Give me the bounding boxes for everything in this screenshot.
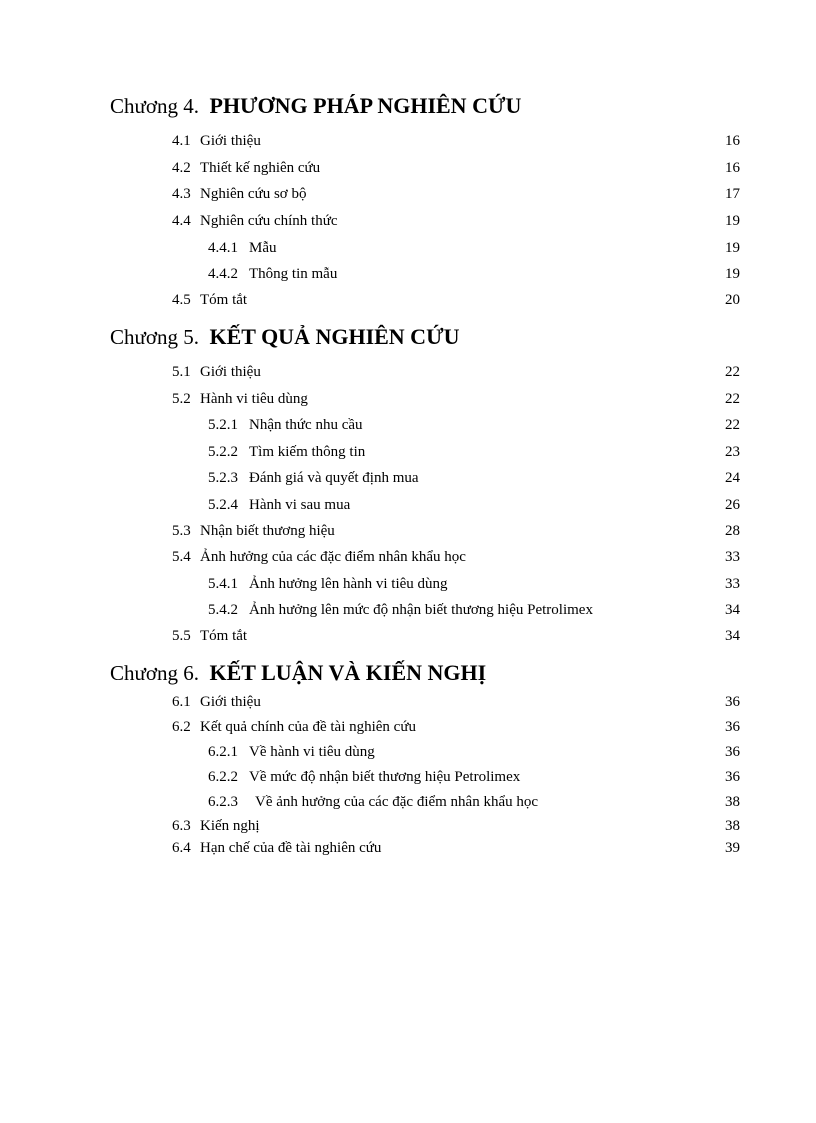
entry-page: 17 [725,186,740,202]
entry-page: 22 [725,417,740,433]
chapter-prefix: Chương 6. [110,661,199,685]
entry-label: Ảnh hưởng lên mức độ nhận biết thương hiệu Petrolimex [249,602,593,618]
entry-label: Ảnh hưởng lên hành vi tiêu dùng [249,576,448,592]
entry-number: 5.5 [172,628,191,644]
entry-number: 5.2.2 [208,444,238,460]
entry-number: 6.2.2 [208,769,238,785]
entry-number: 5.2.4 [208,497,238,513]
entry-number: 5.2.1 [208,417,238,433]
entry-page: 16 [725,160,740,176]
entry-page: 16 [725,133,740,149]
entry-page: 34 [725,628,740,644]
entry-number: 6.1 [172,694,191,710]
chapter-title: PHƯƠNG PHÁP NGHIÊN CỨU [209,93,522,118]
entry-number: 6.2.1 [208,744,238,760]
entry-page: 39 [725,840,740,856]
chapter-prefix: Chương 5. [110,325,199,349]
entry-label: Nghiên cứu chính thức [200,213,338,229]
entry-number: 4.4.1 [208,240,238,256]
entry-page: 33 [725,549,740,565]
entry-page: 33 [725,576,740,592]
entry-label: Nghiên cứu sơ bộ [200,186,307,202]
entry-number: 6.4 [172,840,191,856]
entry-number: 4.1 [172,133,191,149]
chapter-title: KẾT LUẬN VÀ KIẾN NGHỊ [209,660,487,685]
entry-number: 5.1 [172,364,191,380]
entry-page: 19 [725,213,740,229]
entry-page: 38 [725,818,740,834]
entry-page: 26 [725,497,740,513]
entry-number: 4.5 [172,292,191,308]
entry-number: 5.4.1 [208,576,238,592]
entry-page: 19 [725,266,740,282]
chapter-title: KẾT QUẢ NGHIÊN CỨU [209,324,460,349]
entry-label: Về ảnh hưởng của các đặc điểm nhân khẩu học [255,794,539,810]
entry-label: Đánh giá và quyết định mua [249,470,419,486]
entry-number: 4.2 [172,160,191,176]
entry-page: 36 [725,694,740,710]
entry-number: 4.4 [172,213,191,229]
entry-label: Giới thiệu [200,694,261,710]
entry-page: 19 [725,240,740,256]
entry-page: 36 [725,744,740,760]
entry-label: Về mức độ nhận biết thương hiệu Petrolimex [249,769,521,785]
chapter-5-heading [110,324,459,350]
entry-number: 4.4.2 [208,266,238,282]
entry-label: Về hành vi tiêu dùng [249,744,375,760]
entry-label: Kiến nghị [200,818,260,834]
entry-label: Tóm tắt [200,292,248,308]
entry-label: Mẫu [249,240,277,256]
entry-number: 5.4.2 [208,602,238,618]
entry-page: 34 [725,602,740,618]
chapter-4-heading [110,93,521,119]
entry-label: Thiết kế nghiên cứu [200,160,321,176]
entry-label: Giới thiệu [200,133,261,149]
entry-label: Tóm tắt [200,628,248,644]
entry-number: 6.2.3 [208,794,238,810]
entry-number: 4.3 [172,186,191,202]
entry-label: Ảnh hưởng của các đặc điểm nhân khẩu học [200,549,466,565]
entry-label: Tìm kiếm thông tin [249,444,366,460]
entry-number: 5.4 [172,549,191,565]
entry-label: Nhận thức nhu cầu [249,417,363,433]
entry-page: 36 [725,719,740,735]
entry-page: 28 [725,523,740,539]
entry-page: 23 [725,444,740,460]
entry-page: 24 [725,470,740,486]
entry-page: 20 [725,292,740,308]
entry-number: 6.3 [172,818,191,834]
entry-label: Hành vi tiêu dùng [200,391,308,407]
entry-page: 22 [725,364,740,380]
entry-label: Thông tin mẫu [249,266,338,282]
entry-number: 6.2 [172,719,191,735]
entry-page: 22 [725,391,740,407]
entry-number: 5.2 [172,391,191,407]
entry-page: 38 [725,794,740,810]
entry-number: 5.3 [172,523,191,539]
entry-label: Hành vi sau mua [249,497,351,513]
entry-label: Hạn chế của đề tài nghiên cứu [200,840,382,856]
chapter-prefix: Chương 4. [110,94,199,118]
entry-label: Giới thiệu [200,364,261,380]
chapter-6-heading [110,660,486,686]
entry-page: 36 [725,769,740,785]
entry-number: 5.2.3 [208,470,238,486]
entry-label: Nhận biết thương hiệu [200,523,335,539]
entry-label: Kết quả chính của đề tài nghiên cứu [200,719,416,735]
